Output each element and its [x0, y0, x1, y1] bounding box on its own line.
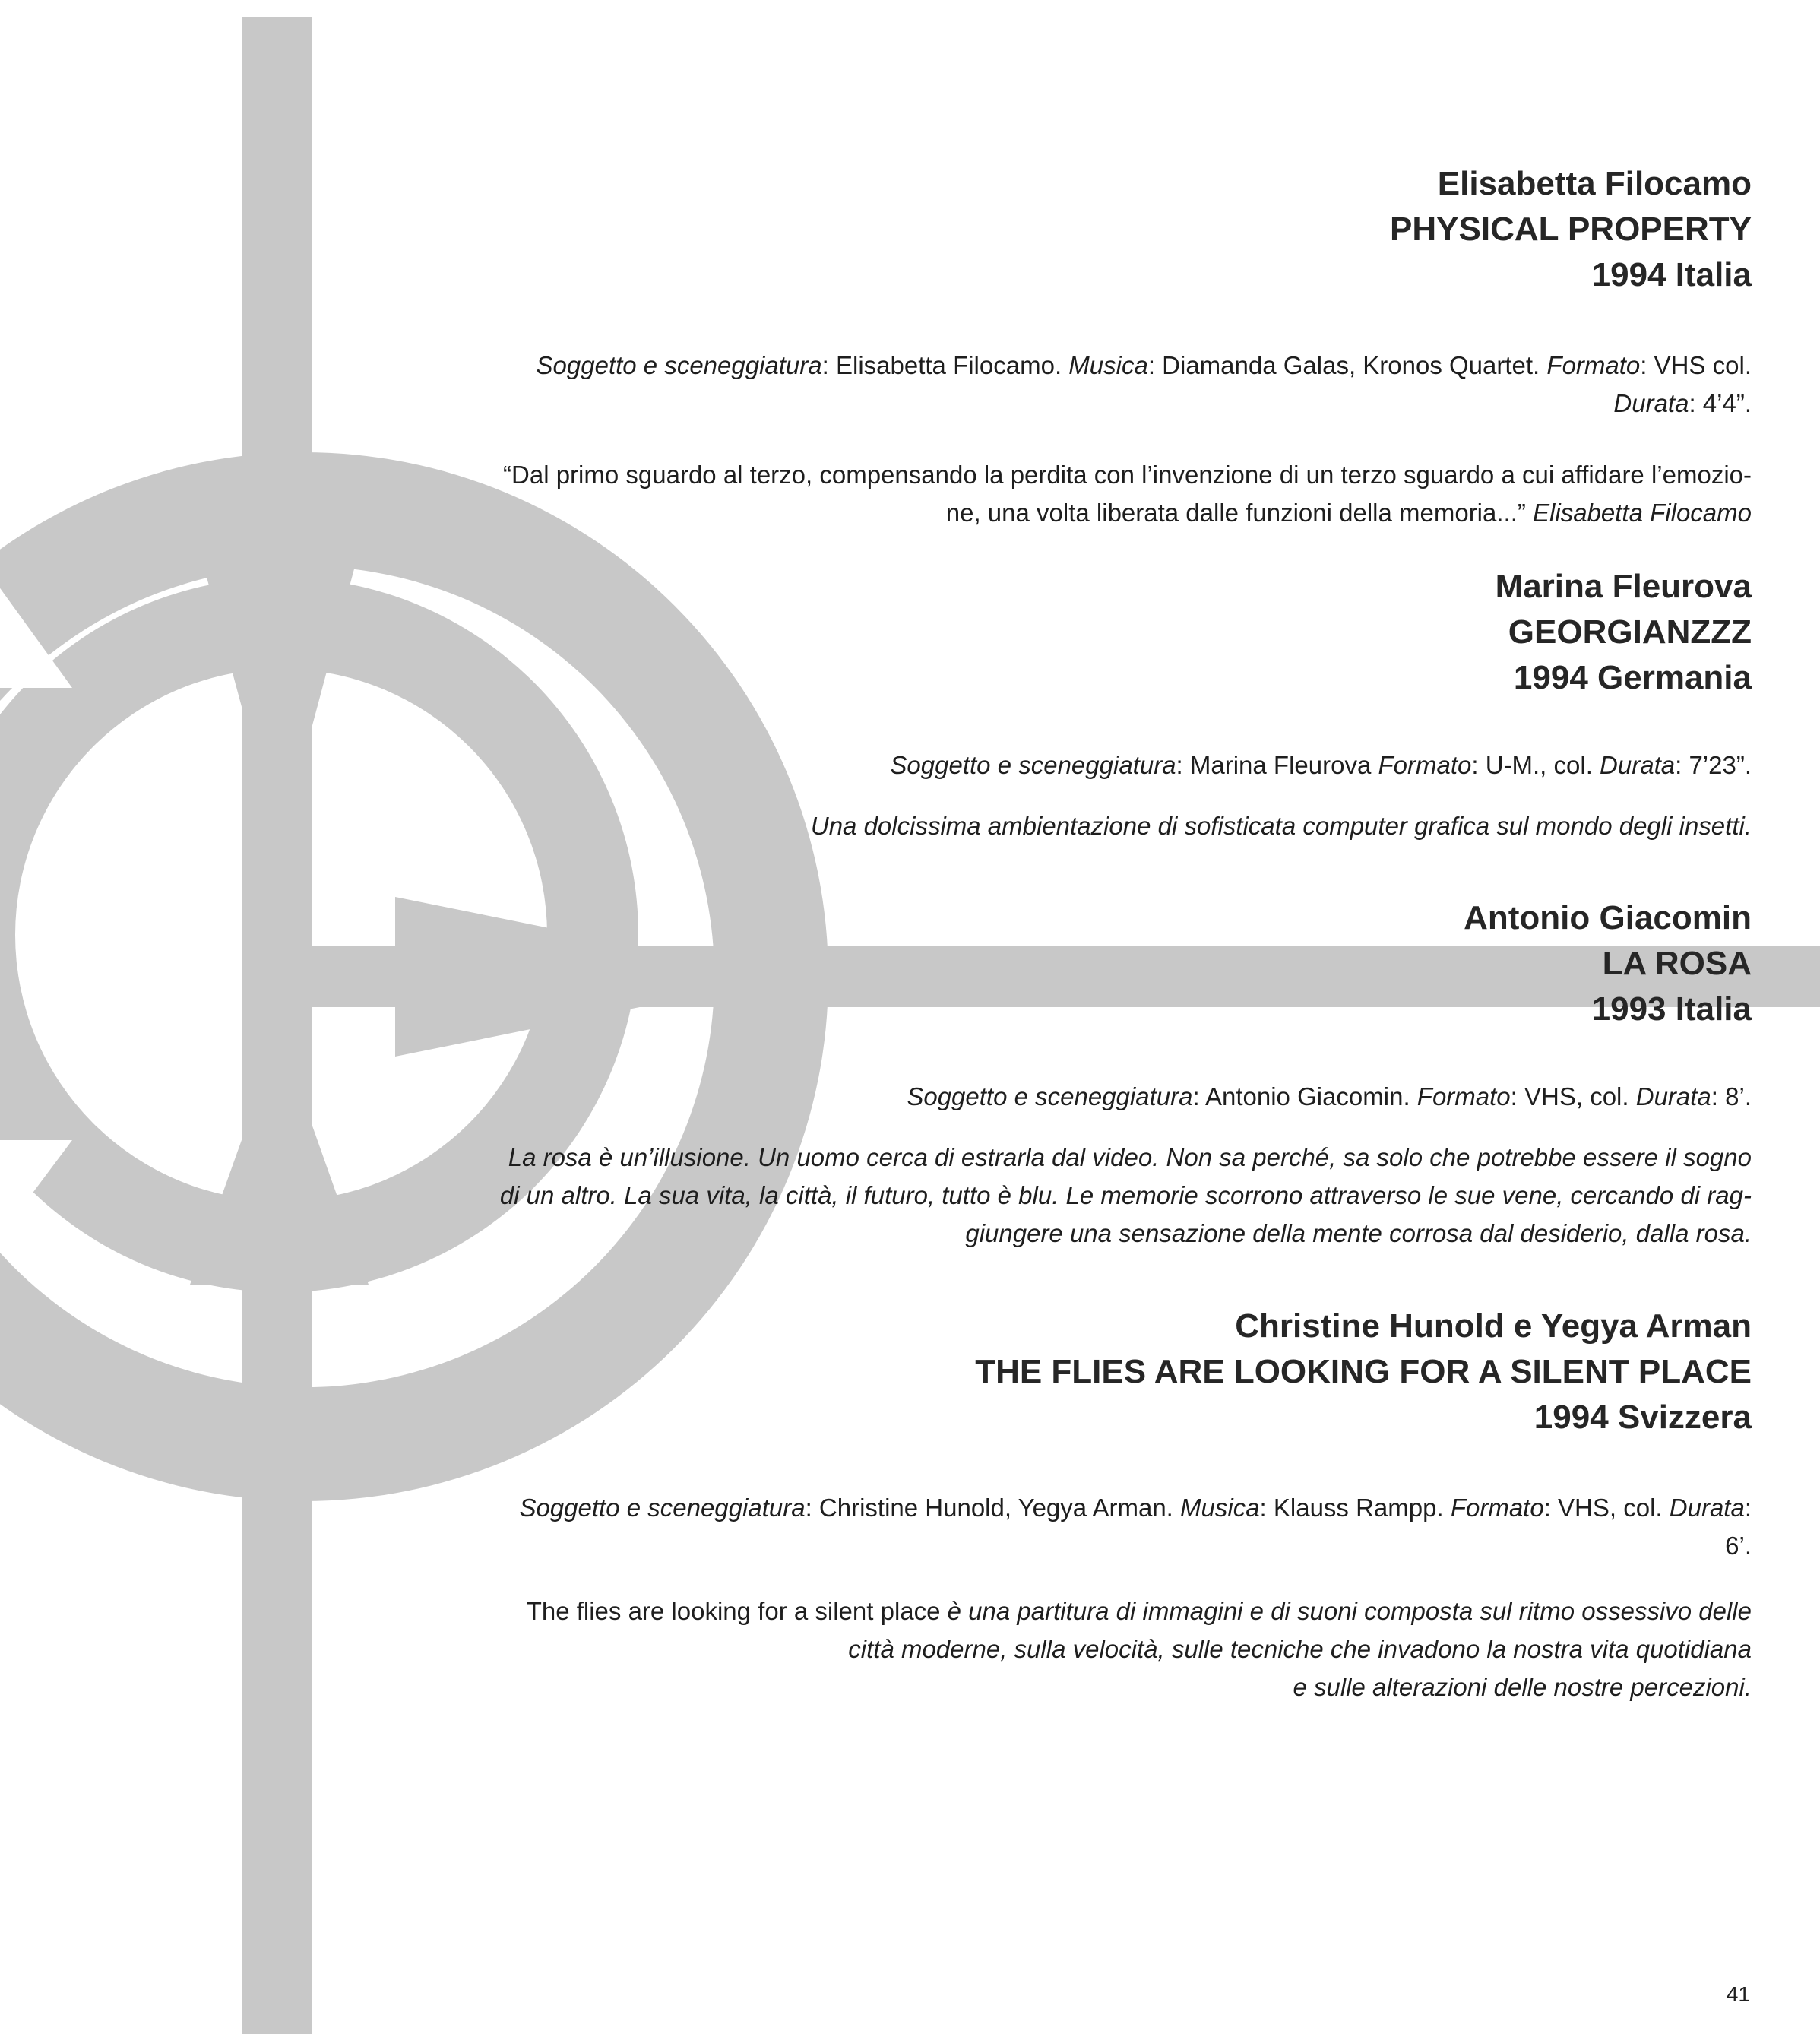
- text-run: : Diamanda Galas, Kronos Quartet.: [1147, 351, 1547, 379]
- description-line: [500, 1177, 1752, 1215]
- text-run: : VHS, col.: [1510, 1082, 1636, 1110]
- film-entry-giacomin: [500, 895, 1752, 1253]
- description-line: [503, 494, 1752, 532]
- italic-text-run: Formato: [1378, 751, 1472, 779]
- film-entry-fleurova: [811, 564, 1752, 845]
- credits-line: [811, 746, 1752, 784]
- entry-author: Elisabetta Filocamo: [1437, 165, 1752, 202]
- text-run: :: [1744, 1494, 1752, 1522]
- entry-year-country: 1994 Italia: [1591, 256, 1752, 293]
- text-run: ne, una volta liberata dalle funzioni della memoria...”: [945, 499, 1534, 527]
- page-number: 41: [1726, 1982, 1750, 2006]
- entry-description: [503, 456, 1752, 532]
- italic-text-run: è una partitura di immagini e di suoni composta sul ritmo ossessivo delle: [947, 1597, 1752, 1625]
- italic-text-run: e sulle alterazioni delle nostre percezioni.: [1293, 1673, 1752, 1701]
- text-run: : 4’4”.: [1689, 389, 1752, 417]
- text-run: “Dal primo sguardo al terzo, compensando la perdita con l’invenzione di un terzo sguardo a cui affidare l’emozio-: [503, 461, 1752, 489]
- entry-year-country: 1994 Svizzera: [1534, 1399, 1752, 1436]
- credits-line: [519, 1527, 1752, 1565]
- entry-year-country: 1994 Germania: [1513, 659, 1752, 696]
- entry-credits: [500, 1078, 1752, 1116]
- arrow-down: [190, 1034, 369, 1285]
- description-line: [519, 1668, 1752, 1706]
- italic-text-run: Musica: [1068, 351, 1148, 379]
- text-run: : Antonio Giacomin.: [1192, 1082, 1417, 1110]
- italic-text-run: Elisabetta Filocamo: [1533, 499, 1752, 527]
- italic-text-run: città moderne, sulla velocità, sulle tecniche che invadono la nostra vita quotidiana: [848, 1635, 1752, 1663]
- text-run: 6’.: [1725, 1532, 1752, 1560]
- entry-description: [811, 807, 1752, 845]
- text-run: : Marina Fleurova: [1176, 751, 1378, 779]
- entry-credits: [811, 746, 1752, 784]
- credits-line: [500, 1078, 1752, 1116]
- film-entry-filocamo: [503, 161, 1752, 532]
- description-line: [519, 1592, 1752, 1630]
- italic-text-run: Durata: [1600, 751, 1676, 779]
- italic-text-run: Formato: [1416, 1082, 1511, 1110]
- description-line: [519, 1630, 1752, 1668]
- text-run: : U-M., col.: [1471, 751, 1600, 779]
- credits-line: [503, 347, 1752, 385]
- vertical-bar: [242, 17, 312, 2034]
- italic-text-run: Formato: [1450, 1494, 1544, 1522]
- italic-text-run: giungere una sensazione della mente corrosa dal desiderio, dalla rosa.: [965, 1219, 1752, 1247]
- description-line: [500, 1139, 1752, 1177]
- italic-text-run: La rosa è un’illusione. Un uomo cerca di estrarla dal video. Non sa perché, sa solo che potrebbe essere il sogno: [508, 1143, 1752, 1171]
- italic-text-run: Durata: [1635, 1082, 1711, 1110]
- entry-title: LA ROSA: [1602, 945, 1752, 982]
- italic-text-run: Soggetto e sceneggiatura: [536, 351, 822, 379]
- credits-line: [503, 385, 1752, 423]
- text-run: : VHS col.: [1640, 351, 1752, 379]
- description-line: [503, 456, 1752, 494]
- entry-title: THE FLIES ARE LOOKING FOR A SILENT PLACE: [975, 1353, 1752, 1390]
- italic-text-run: Una dolcissima ambientazione di sofisticata computer grafica sul mondo degli insetti.: [810, 812, 1752, 840]
- italic-text-run: Soggetto e sceneggiatura: [890, 751, 1176, 779]
- entry-year-country: 1993 Italia: [1591, 990, 1752, 1028]
- entry-title: GEORGIANZZZ: [1508, 613, 1752, 651]
- description-line: [500, 1215, 1752, 1253]
- text-run: : 8’.: [1711, 1082, 1752, 1110]
- italic-text-run: Musica: [1180, 1494, 1260, 1522]
- italic-text-run: di un altro. La sua vita, la città, il futuro, tutto è blu. Le memorie scorrono attraverso le sue vene, cercando di rag-: [499, 1181, 1752, 1209]
- italic-text-run: Soggetto e sceneggiatura: [907, 1082, 1193, 1110]
- text-run: : Klauss Rampp.: [1259, 1494, 1451, 1522]
- entry-description: [500, 1139, 1752, 1253]
- entry-credits: [503, 347, 1752, 423]
- arrow-up: [198, 543, 361, 848]
- italic-text-run: Formato: [1546, 351, 1641, 379]
- text-run: : Christine Hunold, Yegya Arman.: [805, 1494, 1181, 1522]
- entry-author: Marina Fleurova: [1495, 568, 1752, 605]
- entry-author: Christine Hunold e Yegya Arman: [1235, 1307, 1752, 1345]
- entry-description: [519, 1592, 1752, 1706]
- text-run: : VHS, col.: [1543, 1494, 1670, 1522]
- entry-author: Antonio Giacomin: [1464, 899, 1752, 936]
- description-line: [811, 807, 1752, 845]
- text-run: The flies are looking for a silent place: [526, 1597, 948, 1625]
- text-run: : Elisabetta Filocamo.: [821, 351, 1069, 379]
- italic-text-run: Durata: [1613, 389, 1689, 417]
- credits-line: [519, 1489, 1752, 1527]
- italic-text-run: Durata: [1669, 1494, 1745, 1522]
- italic-text-run: Soggetto e sceneggiatura: [519, 1494, 806, 1522]
- film-entry-hunold-arman: [519, 1304, 1752, 1706]
- entry-title: PHYSICAL PROPERTY: [1390, 211, 1752, 248]
- text-run: : 7’23”.: [1675, 751, 1752, 779]
- entry-credits: [519, 1489, 1752, 1565]
